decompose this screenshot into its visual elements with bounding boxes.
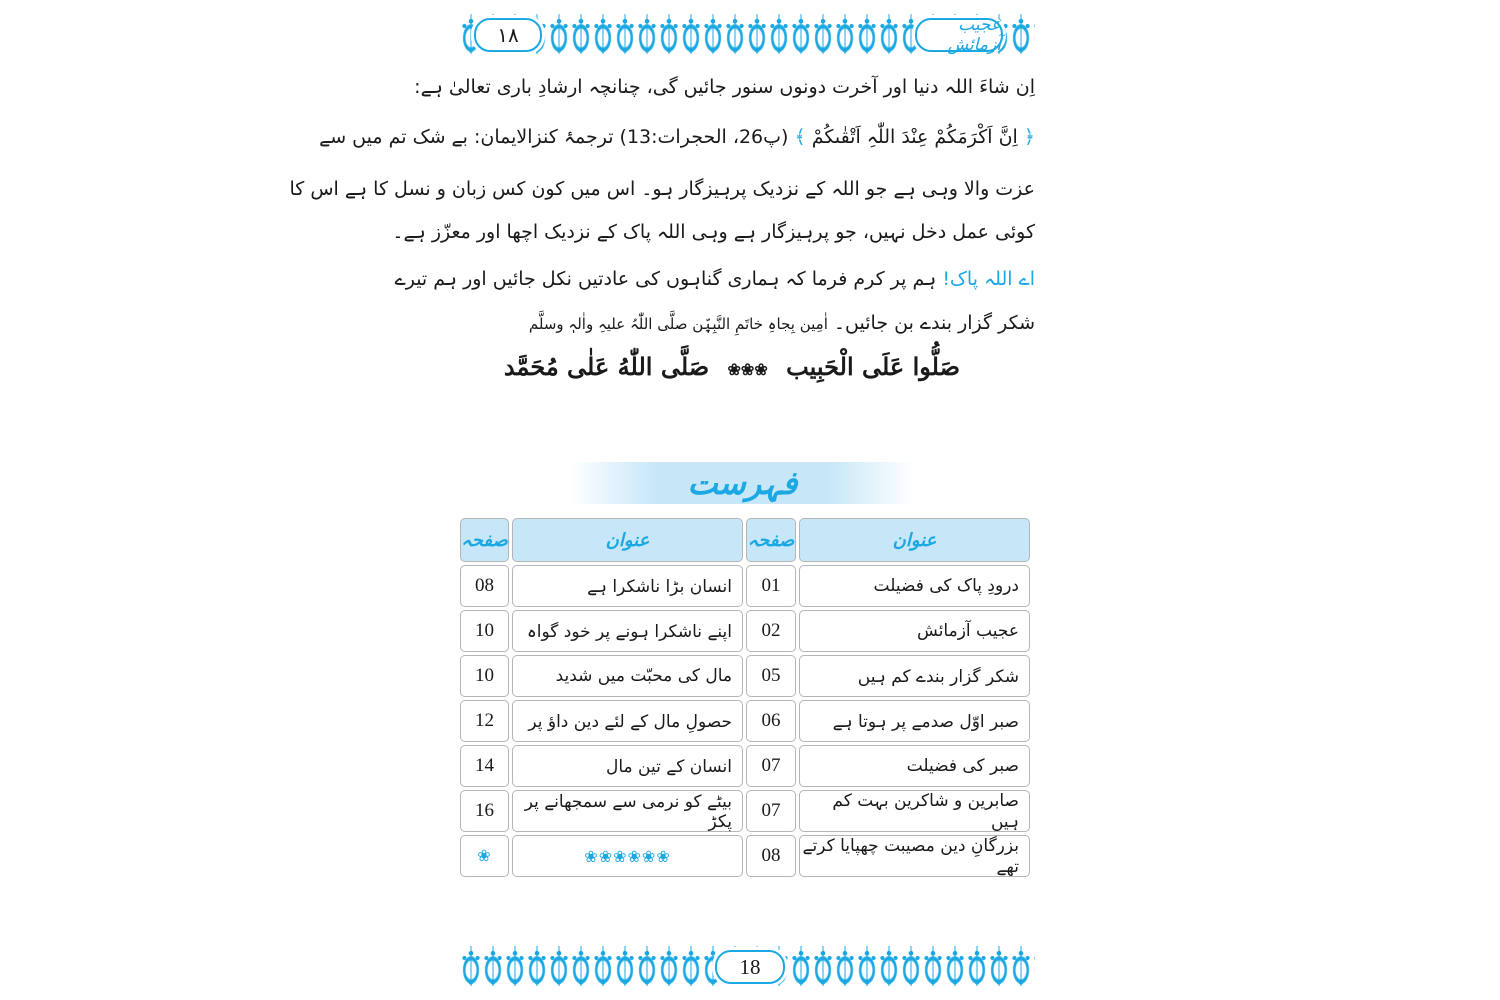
index-row	[460, 835, 1030, 877]
translation-label: ترجمۂ کنزالایمان:	[474, 126, 614, 148]
index-entry-left[interactable]: مال کی محبّت میں شدید	[512, 655, 743, 697]
ayah-close-bracket: ﴾	[794, 126, 806, 148]
index-header-row	[460, 518, 1030, 562]
header-page-left: صفحہ	[460, 518, 509, 562]
paragraph-line-1: اِن شاءَ اللہ دنیا اور آخرت دونوں سنور جائیں گی، چنانچہ ارشادِ باری تعالیٰ ہے:	[414, 76, 1035, 98]
index-entry-right[interactable]: عجیب آزمائش	[799, 610, 1030, 652]
index-title: فہرست	[687, 464, 798, 502]
index-entry-right[interactable]: صبر کی فضیلت	[799, 745, 1030, 787]
index-page-right: 06	[746, 700, 796, 742]
bottom-ornamental-border	[460, 946, 1035, 986]
index-entry-right[interactable]: صبر اوّل صدمے پر ہوتا ہے	[799, 700, 1030, 742]
index-title-banner	[570, 462, 915, 504]
index-page-left: 12	[460, 700, 509, 742]
paragraph-line-4: کوئی عمل دخل نہیں، جو پرہیزگار ہے وہی اللہ پاک کے نزدیک اچھا اور معزّز ہے۔	[392, 221, 1035, 243]
dua-text: ہم پر کرم فرما کہ ہماری گناہوں کی عادتیں نکل جائیں اور ہم تیرے	[394, 268, 937, 290]
header-title-right: عنوان	[799, 518, 1030, 562]
index-table	[460, 518, 1030, 880]
index-page-left: 10	[460, 655, 509, 697]
header-page-right: صفحہ	[746, 518, 796, 562]
index-row	[460, 610, 1030, 652]
index-entry-right[interactable]: شکر گزار بندے کم ہیں	[799, 655, 1030, 697]
index-page-left: 14	[460, 745, 509, 787]
paragraph-line-6	[462, 312, 1035, 334]
index-row	[460, 745, 1030, 787]
durood-right: صَلَّى اللّٰهُ عَلٰى مُحَمَّد	[503, 352, 710, 381]
paragraph-line-3: عزت والا وہی ہے جو اللہ کے نزدیک پرہیزگار ہو۔ اس میں کون کس زبان و نسل کا ہے اس کا	[289, 178, 1035, 200]
flower-ornament-icon: ❀❀❀	[727, 360, 768, 379]
durood-line	[503, 352, 960, 381]
index-entry-left[interactable]: انسان کے تین مال	[512, 745, 743, 787]
index-page-right: 07	[746, 745, 796, 787]
paragraph-line-5	[394, 268, 1035, 290]
durood-left: صَلُّوا عَلَى الْحَبِيب	[786, 352, 960, 381]
ayah-open-bracket: ﴿	[1023, 126, 1035, 148]
header-book-title: عجیب آزمائش	[915, 18, 1003, 52]
book-page	[289, 0, 1035, 1000]
top-ornamental-border	[460, 14, 1035, 54]
index-page-left: 10	[460, 610, 509, 652]
index-row	[460, 655, 1030, 697]
index-page-right: 01	[746, 565, 796, 607]
index-entry-right[interactable]: صابرین و شاکرین بہت کم ہیں	[799, 790, 1030, 832]
header-title-left: عنوان	[512, 518, 743, 562]
flower-icon: ❀	[460, 835, 509, 877]
footer-page-number: 18	[715, 950, 785, 984]
index-entry-right[interactable]: بزرگانِ دین مصیبت چھپایا کرتے تھے	[799, 835, 1030, 877]
index-entry-right[interactable]: درودِ پاک کی فضیلت	[799, 565, 1030, 607]
paragraph-line-2	[319, 126, 1035, 148]
index-page-right: 08	[746, 835, 796, 877]
dua-highlight: اے اللہ پاک!	[942, 268, 1035, 290]
index-row	[460, 790, 1030, 832]
index-page-right: 05	[746, 655, 796, 697]
index-row	[460, 700, 1030, 742]
ameen-dua: اٰمِین بِجاہِ خاتَمِ النَّبِیّٖن صلَّی اللّٰہُ علیہِ واٰلہٖ وسلَّم	[528, 315, 828, 333]
index-page-right: 07	[746, 790, 796, 832]
flower-row-icon: ❀❀❀❀❀❀	[512, 835, 743, 877]
index-page-right: 02	[746, 610, 796, 652]
ayah-reference: (پ26، الحجرات:13)	[619, 126, 789, 148]
index-entry-left[interactable]: بیٹے کو نرمی سے سمجھانے پر پکڑ	[512, 790, 743, 832]
index-page-left: 08	[460, 565, 509, 607]
dua-ending: شکر گزار بندے بن جائیں۔	[833, 312, 1035, 334]
index-entry-left[interactable]: اپنے ناشکرا ہونے پر خود گواہ	[512, 610, 743, 652]
index-row	[460, 565, 1030, 607]
header-page-number: ١٨	[474, 18, 542, 52]
ayah-text: اِنَّ اَکْرَمَکُمْ عِنْدَ اللّٰہِ اَتْقٰىکُمْ	[811, 126, 1018, 148]
translation-start: بے شک تم میں سے	[319, 126, 468, 148]
index-page-left: 16	[460, 790, 509, 832]
index-entry-left[interactable]: حصولِ مال کے لئے دین داؤ پر	[512, 700, 743, 742]
index-entry-left[interactable]: انسان بڑا ناشکرا ہے	[512, 565, 743, 607]
